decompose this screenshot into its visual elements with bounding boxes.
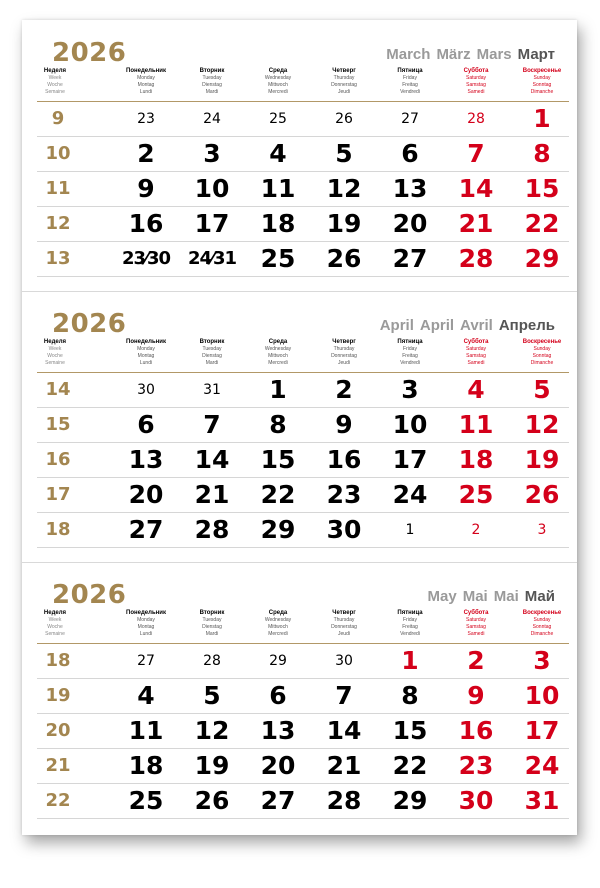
weekday-label-text: Sunday	[533, 346, 551, 352]
week-number: 17	[45, 484, 71, 505]
day-cell: 21	[194, 480, 230, 509]
weekday-label-text: Lundi	[139, 89, 153, 95]
month-name: Май	[524, 588, 555, 605]
month-name: Апрель	[498, 317, 555, 334]
weekday-label	[311, 610, 377, 638]
weekday-label	[509, 339, 575, 367]
month-block	[22, 580, 577, 842]
weekday-label-text: Samstag	[466, 624, 486, 630]
day-cell: 22	[260, 480, 296, 509]
week-number: 13	[45, 248, 71, 269]
weekday-label	[311, 339, 377, 367]
weekday-label-text: Samedi	[467, 631, 485, 637]
day-cell: 25	[458, 480, 494, 509]
weekday-label	[113, 68, 179, 96]
weekday-label-text: Суббота	[463, 68, 489, 74]
weekday-label	[509, 68, 575, 96]
weekday-label	[37, 68, 73, 96]
day-cell: 22	[392, 751, 428, 780]
day-cell: 7	[467, 139, 485, 168]
day-cell: 9	[137, 174, 155, 203]
weekday-label-text: Friday	[403, 75, 417, 81]
weekday-label-text: Mercredi	[268, 89, 288, 95]
week-number: 18	[45, 519, 71, 540]
day-cell: 6	[137, 410, 155, 439]
weekday-label-text: Donnerstag	[331, 624, 357, 630]
weekday-label-text: Среда	[268, 339, 288, 345]
weekday-label-text: Samstag	[466, 82, 486, 88]
weekday-label-text: Mardi	[205, 89, 219, 95]
week-number: 10	[45, 143, 71, 164]
week-row	[37, 644, 569, 679]
weekday-label-text: Saturday	[465, 617, 486, 623]
weekday-label-text: Mittwoch	[268, 82, 288, 88]
weekday-label-text: Понедельник	[126, 68, 166, 74]
day-cell: 31	[203, 382, 221, 398]
day-cell: 9	[335, 410, 353, 439]
weekday-label-text: Sonntag	[532, 82, 552, 88]
weekday-label-text: Неделя	[43, 610, 67, 616]
week-number: 22	[45, 790, 71, 811]
month-name: Март	[517, 46, 555, 63]
day-cell: 1	[269, 375, 287, 404]
month-separator	[22, 562, 577, 563]
weekday-label-text: Vendredi	[400, 360, 420, 366]
day-cell: 20	[260, 751, 296, 780]
week-number: 20	[45, 720, 71, 741]
day-cell: 19	[524, 445, 560, 474]
weekday-label-text: Пятница	[397, 610, 423, 616]
week-row	[37, 207, 569, 242]
day-cell: 11	[260, 174, 296, 203]
month-block	[22, 38, 577, 300]
day-cell: 2	[471, 522, 481, 538]
day-cell: 29	[269, 653, 287, 669]
weekday-label-text: Thursday	[333, 75, 355, 81]
weekday-label	[179, 610, 245, 638]
weekday-label	[377, 610, 443, 638]
year-label: 2026	[52, 580, 127, 610]
weekday-label-text: Dienstag	[202, 353, 222, 359]
day-cell: 20	[128, 480, 164, 509]
day-cell: 27	[260, 786, 296, 815]
day-cell: 2	[335, 375, 353, 404]
weekday-label-text: Vendredi	[400, 89, 420, 95]
month-names	[374, 317, 555, 334]
weekday-label-text: Saturday	[465, 75, 486, 81]
day-cell: 25	[269, 111, 287, 127]
weekday-label	[37, 339, 73, 367]
weekday-label-text: Monday	[137, 617, 155, 623]
weekday-label	[377, 339, 443, 367]
weekday-label-text: Вторник	[199, 68, 225, 74]
day-cell: 14	[458, 174, 494, 203]
day-cell: 13	[392, 174, 428, 203]
weekday-label-text: Donnerstag	[331, 353, 357, 359]
weekday-label-text: Thursday	[333, 346, 355, 352]
week-number: 9	[51, 108, 65, 129]
day-cell: 4	[467, 375, 485, 404]
day-cell: 3	[203, 139, 221, 168]
weekday-label-text: Sonntag	[532, 353, 552, 359]
day-cell: 11	[458, 410, 494, 439]
row-divider	[37, 818, 569, 819]
day-cell: 19	[326, 209, 362, 238]
day-cell: 9	[467, 681, 485, 710]
month-names	[422, 588, 555, 605]
day-cell: 17	[392, 445, 428, 474]
day-cell: 26	[326, 244, 362, 273]
day-cell: 17	[194, 209, 230, 238]
day-cell: 31	[524, 786, 560, 815]
weekday-label-text: Semaine	[45, 89, 65, 95]
weekday-label-text: Четверг	[332, 68, 356, 74]
day-cell: 8	[533, 139, 551, 168]
day-cell: 8	[269, 410, 287, 439]
day-cell: 12	[524, 410, 560, 439]
day-cell: 29	[260, 515, 296, 544]
day-cell: 1	[401, 646, 419, 675]
day-cell: 14	[326, 716, 362, 745]
month-name: April	[379, 317, 414, 334]
weekday-label-text: Freitag	[402, 82, 418, 88]
day-cell: 4	[269, 139, 287, 168]
weekday-label	[179, 68, 245, 96]
weekday-label-text: Понедельник	[126, 339, 166, 345]
weekday-label-text: Wednesday	[264, 75, 292, 81]
day-cell: 26	[335, 111, 353, 127]
day-cell: 24⁄31	[187, 248, 237, 269]
weekday-label-text: Суббота	[463, 339, 489, 345]
day-cell: 29	[392, 786, 428, 815]
weekday-label-text: Vendredi	[400, 631, 420, 637]
day-cell: 19	[194, 751, 230, 780]
weekday-label	[443, 68, 509, 96]
weekday-label-text: Freitag	[402, 353, 418, 359]
day-cell: 5	[533, 375, 551, 404]
month-name: Avril	[460, 317, 493, 334]
day-cell: 2	[467, 646, 485, 675]
weekday-label-text: Воскресенье	[522, 610, 562, 616]
weekday-label-text: Woche	[47, 353, 63, 359]
weekday-label	[179, 339, 245, 367]
weekday-label-text: Воскресенье	[522, 68, 562, 74]
weekday-label	[245, 339, 311, 367]
day-cell: 18	[260, 209, 296, 238]
row-divider	[37, 276, 569, 277]
weekday-label-text: Week	[48, 346, 62, 352]
day-cell: 21	[458, 209, 494, 238]
day-cell: 16	[128, 209, 164, 238]
day-cell: 26	[194, 786, 230, 815]
day-cell: 16	[458, 716, 494, 745]
week-row	[37, 714, 569, 749]
day-cell: 10	[524, 681, 560, 710]
day-cell: 2	[137, 139, 155, 168]
weekday-label-text: Samedi	[467, 360, 485, 366]
day-cell: 18	[128, 751, 164, 780]
day-cell: 5	[335, 139, 353, 168]
month-name: May	[427, 588, 457, 605]
day-cell: 1	[533, 104, 551, 133]
day-cell: 23	[137, 111, 155, 127]
month-name: Mars	[476, 46, 512, 63]
weekday-label-text: Mardi	[205, 631, 219, 637]
week-number: 16	[45, 449, 71, 470]
day-cell: 25	[260, 244, 296, 273]
day-cell: 29	[524, 244, 560, 273]
week-row	[37, 137, 569, 172]
week-row	[37, 443, 569, 478]
month-block	[22, 309, 577, 571]
day-cell: 28	[458, 244, 494, 273]
week-row	[37, 172, 569, 207]
day-cell: 22	[524, 209, 560, 238]
day-cell: 23	[326, 480, 362, 509]
weekday-label	[245, 610, 311, 638]
day-cell: 6	[401, 139, 419, 168]
weekday-label-text: Среда	[268, 68, 288, 74]
weekday-label-text: Пятница	[397, 68, 423, 74]
weekday-label-text: Woche	[47, 624, 63, 630]
day-cell: 30	[137, 382, 155, 398]
year-label: 2026	[52, 38, 127, 68]
week-number: 19	[45, 685, 71, 706]
day-cell: 18	[458, 445, 494, 474]
weekday-label-text: Sonntag	[532, 624, 552, 630]
day-cell: 23	[458, 751, 494, 780]
weekday-label	[245, 68, 311, 96]
month-name: April	[419, 317, 455, 334]
weekday-label-text: Пятница	[397, 339, 423, 345]
weekday-label-text: Week	[48, 617, 62, 623]
day-cell: 28	[326, 786, 362, 815]
week-number: 15	[45, 414, 71, 435]
weekday-label-text: Monday	[137, 75, 155, 81]
weekday-label-text: Week	[48, 75, 62, 81]
weekday-label	[509, 610, 575, 638]
week-row	[37, 749, 569, 784]
weekday-label	[37, 610, 73, 638]
weekday-label	[311, 68, 377, 96]
week-number: 14	[45, 379, 71, 400]
day-cell: 30	[458, 786, 494, 815]
day-cell: 23⁄30	[121, 248, 171, 269]
weekday-label-text: Jeudi	[338, 360, 350, 366]
weekday-label-text: Mardi	[205, 360, 219, 366]
day-cell: 28	[203, 653, 221, 669]
day-cell: 6	[269, 681, 287, 710]
row-divider	[37, 547, 569, 548]
weekday-label-text: Samedi	[467, 89, 485, 95]
day-cell: 8	[401, 681, 419, 710]
day-cell: 12	[194, 716, 230, 745]
day-cell: 24	[524, 751, 560, 780]
month-name: März	[436, 46, 471, 63]
month-name: Mai	[462, 588, 488, 605]
weekday-label-text: Jeudi	[338, 89, 350, 95]
weekday-label	[377, 68, 443, 96]
day-cell: 15	[524, 174, 560, 203]
weekday-label-text: Semaine	[45, 631, 65, 637]
weekday-label-text: Dienstag	[202, 82, 222, 88]
weekday-label-text: Dimanche	[530, 360, 554, 366]
weekday-label-text: Tuesday	[202, 75, 222, 81]
day-cell: 17	[524, 716, 560, 745]
week-row	[37, 679, 569, 714]
day-cell: 27	[137, 653, 155, 669]
weekday-label-text: Sunday	[533, 617, 551, 623]
month-name: March	[386, 46, 431, 63]
weekday-label-text: Montag	[137, 82, 155, 88]
week-row	[37, 373, 569, 408]
day-cell: 14	[194, 445, 230, 474]
day-cell: 7	[203, 410, 221, 439]
weekday-label-text: Четверг	[332, 339, 356, 345]
weekday-label	[113, 610, 179, 638]
weekday-label-text: Dimanche	[530, 89, 554, 95]
week-row	[37, 513, 569, 548]
day-cell: 3	[537, 522, 547, 538]
weekday-label-text: Friday	[403, 617, 417, 623]
month-names	[380, 46, 555, 63]
day-cell: 15	[260, 445, 296, 474]
weekday-label-text: Wednesday	[264, 346, 292, 352]
week-number: 21	[45, 755, 71, 776]
day-cell: 28	[467, 111, 485, 127]
weekday-label-text: Semaine	[45, 360, 65, 366]
weekday-label-text: Суббота	[463, 610, 489, 616]
day-cell: 27	[128, 515, 164, 544]
weekday-label-text: Понедельник	[126, 610, 166, 616]
day-cell: 3	[401, 375, 419, 404]
weekday-label-text: Вторник	[199, 339, 225, 345]
weekday-label-text: Saturday	[465, 346, 486, 352]
weekday-label-text: Tuesday	[202, 346, 222, 352]
weekday-label-text: Неделя	[43, 68, 67, 74]
day-cell: 21	[326, 751, 362, 780]
week-number: 11	[45, 178, 71, 199]
weekday-label-text: Samstag	[466, 353, 486, 359]
day-cell: 10	[392, 410, 428, 439]
day-cell: 3	[533, 646, 551, 675]
weekday-label-text: Woche	[47, 82, 63, 88]
day-cell: 24	[203, 111, 221, 127]
weekday-label-text: Thursday	[333, 617, 355, 623]
day-cell: 15	[392, 716, 428, 745]
week-row	[37, 478, 569, 513]
day-cell: 12	[326, 174, 362, 203]
weekday-label-text: Monday	[137, 346, 155, 352]
week-row	[37, 102, 569, 137]
weekday-label-text: Friday	[403, 346, 417, 352]
day-cell: 10	[194, 174, 230, 203]
day-cell: 30	[326, 515, 362, 544]
day-cell: 26	[524, 480, 560, 509]
week-number: 12	[45, 213, 71, 234]
day-cell: 24	[392, 480, 428, 509]
day-cell: 16	[326, 445, 362, 474]
weekday-label-text: Lundi	[139, 360, 153, 366]
weekday-label-text: Четверг	[332, 610, 356, 616]
weekday-label-text: Mittwoch	[268, 624, 288, 630]
weekday-label	[113, 339, 179, 367]
day-cell: 1	[405, 522, 415, 538]
year-label: 2026	[52, 309, 127, 339]
day-cell: 13	[128, 445, 164, 474]
weekday-label-text: Freitag	[402, 624, 418, 630]
day-cell: 20	[392, 209, 428, 238]
month-name: Mai	[493, 588, 519, 605]
day-cell: 11	[128, 716, 164, 745]
weekday-label-text: Среда	[268, 610, 288, 616]
day-cell: 27	[401, 111, 419, 127]
weekday-label	[443, 339, 509, 367]
weekday-label-text: Sunday	[533, 75, 551, 81]
weekday-label-text: Mercredi	[268, 360, 288, 366]
weekday-label-text: Wednesday	[264, 617, 292, 623]
weekday-label-text: Mittwoch	[268, 353, 288, 359]
day-cell: 7	[335, 681, 353, 710]
weekday-label-text: Lundi	[139, 631, 153, 637]
weekday-label-text: Donnerstag	[331, 82, 357, 88]
weekday-label-text: Tuesday	[202, 617, 222, 623]
week-row	[37, 784, 569, 819]
week-row	[37, 408, 569, 443]
day-cell: 25	[128, 786, 164, 815]
day-cell: 5	[203, 681, 221, 710]
day-cell: 13	[260, 716, 296, 745]
month-separator	[22, 291, 577, 292]
day-cell: 30	[335, 653, 353, 669]
day-cell: 28	[194, 515, 230, 544]
weekday-label-text: Вторник	[199, 610, 225, 616]
weekday-label-text: Mercredi	[268, 631, 288, 637]
week-row	[37, 242, 569, 277]
weekday-label-text: Dienstag	[202, 624, 222, 630]
weekday-label-text: Dimanche	[530, 631, 554, 637]
weekday-label-text: Воскресенье	[522, 339, 562, 345]
week-number: 18	[45, 650, 71, 671]
day-cell: 4	[137, 681, 155, 710]
weekday-label-text: Montag	[137, 624, 155, 630]
weekday-label-text: Jeudi	[338, 631, 350, 637]
weekday-label	[443, 610, 509, 638]
weekday-label-text: Неделя	[43, 339, 67, 345]
day-cell: 27	[392, 244, 428, 273]
weekday-label-text: Montag	[137, 353, 155, 359]
